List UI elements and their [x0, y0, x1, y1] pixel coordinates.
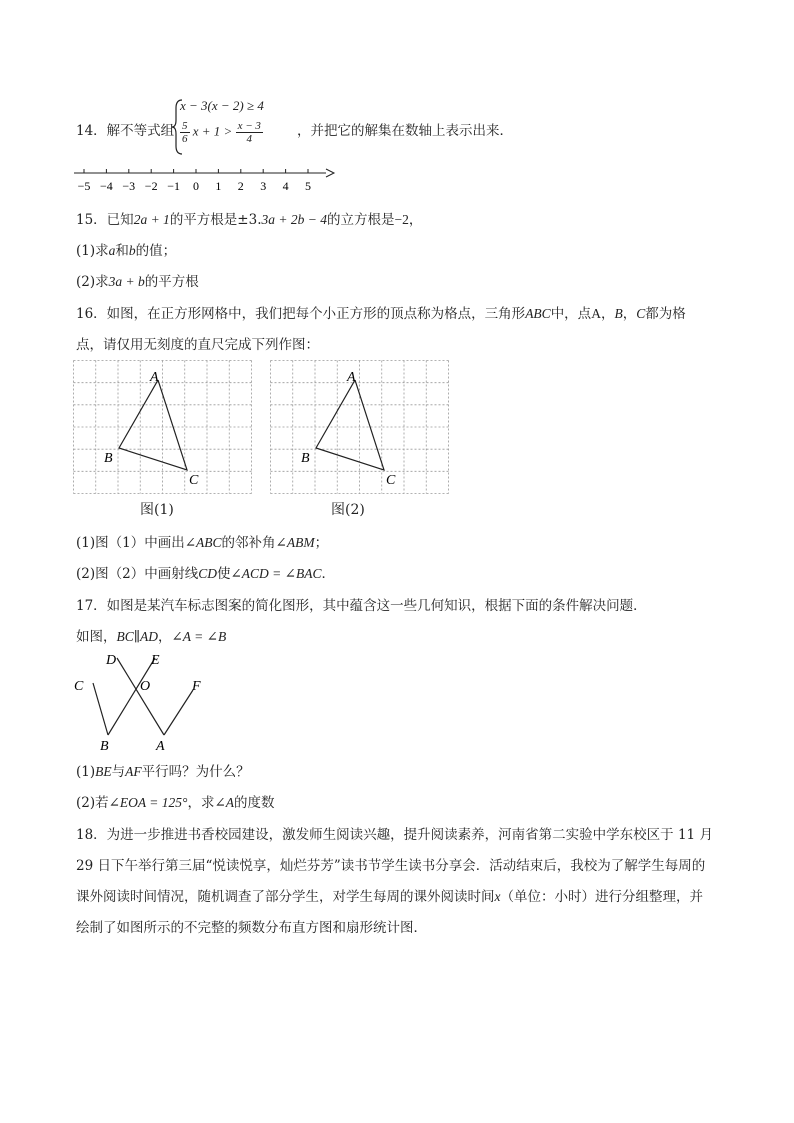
q15-stem — [76, 208, 422, 228]
q18-l3-c: （单位：小时）进行分组整理，并 — [500, 889, 703, 905]
q14-coef-num: 5 — [182, 120, 188, 132]
q16-stem-line-2 — [76, 333, 319, 353]
q17-segment-cb — [93, 683, 108, 735]
tick-label: −3 — [122, 179, 136, 193]
q14-rhs-num: x − 3 — [237, 120, 261, 132]
arrow-right-icon — [326, 169, 334, 177]
q15-p2-a: (2)求 — [76, 274, 109, 290]
q16-l2: 点，请仅用无刻度的直尺完成下列作图： — [76, 337, 319, 353]
q17-p1-e: 平行吗？为什么？ — [141, 764, 250, 780]
q18-line-1 — [76, 823, 713, 843]
q16-part-1 — [76, 531, 328, 551]
q15-part-2 — [76, 270, 199, 290]
q16-stem-line-1 — [76, 302, 686, 322]
q16-fig1-caption: 图(1) — [140, 502, 174, 518]
tick-label: −2 — [144, 179, 158, 193]
q16-l1-e: ， — [600, 306, 615, 322]
q14-coef-fraction — [180, 120, 190, 145]
q15-p2-c: 的平方根 — [144, 274, 199, 290]
q15-value: −2 — [394, 212, 409, 227]
q14-inequality-system — [172, 98, 292, 156]
q14-coef-den: 6 — [182, 133, 188, 145]
q14-number-line — [74, 163, 344, 193]
q18-l3-a: 课外阅读时间情况，随机调查了部分学生，对学生每周的课外阅读时间 — [76, 889, 495, 905]
q17-label-d: D — [106, 653, 117, 668]
tick-label: 4 — [282, 179, 289, 193]
q17-stem-line-1 — [76, 594, 647, 614]
q18-var-x: x — [494, 889, 501, 904]
q14-prefix-text: 14．解不等式组 — [76, 123, 175, 139]
q16-fig2-caption: 图(2) — [331, 502, 365, 518]
q16-point-b: B — [614, 306, 623, 321]
q14-prefix — [76, 119, 174, 139]
q16-figure-2 — [270, 360, 450, 495]
q16-fig1-label-a: A — [150, 370, 159, 385]
q14-rhs-fraction — [236, 120, 263, 145]
q16-triangle-2 — [316, 380, 384, 470]
q17-angle-a: ∠A — [214, 795, 235, 810]
tick-label: −4 — [100, 179, 113, 193]
q17-segment-da — [117, 658, 164, 735]
q17-label-c: C — [74, 679, 84, 694]
q18-l2: 29 日下午举行第三届“悦读悦享，灿烂芬芳”读书节学生读书分享会．活动结束后，我校为了解学生每周的 — [76, 858, 706, 874]
q15-part-1 — [76, 239, 176, 259]
tick-label: 1 — [215, 179, 222, 193]
q16-p2-c: 使 — [216, 566, 231, 582]
q17-segment-be — [108, 658, 155, 735]
q15-p1-a: (1)求 — [76, 243, 109, 259]
q14-inequality-1: x − 3(x − 2) ≥ 4 — [180, 98, 264, 113]
q18-l4: 绘制了如图所示的不完整的频数分布直方图和扇形统计图． — [76, 920, 427, 936]
q18-l1: 18．为进一步推进书香校园建设，激发师生阅读兴趣，提升阅读素养，河南省第二实验中学东校区于 11 月 — [76, 827, 713, 843]
q16-angle-eq: ∠ACD = ∠BAC — [230, 566, 322, 581]
q17-p2-e: 的度数 — [234, 795, 275, 811]
q18-line-4 — [76, 916, 427, 936]
q16-grid-2 — [271, 361, 449, 494]
q17-label-a: A — [156, 739, 165, 754]
q16-p1-e: ； — [314, 535, 329, 551]
q16-l1-g: ， — [622, 306, 637, 322]
q15-var-b: b — [128, 243, 136, 258]
q15-p1-e: 的值； — [135, 243, 177, 259]
q16-point-a: A — [591, 306, 601, 321]
q14-suffix — [297, 119, 513, 139]
q17-l1: 17．如图是某汽车标志图案的简化图形，其中蕴含这一些几何知识，根据下面的条件解决问题． — [76, 598, 647, 614]
tick-label: 0 — [193, 179, 199, 193]
q16-l1-i: 都为格 — [645, 306, 686, 322]
q16-ray-cd: CD — [198, 566, 217, 581]
q15-expr-3: 3a + b — [108, 274, 145, 289]
q16-fig1-label-b: B — [104, 451, 113, 466]
q17-angle-eq: ∠A = ∠B — [171, 629, 227, 644]
q16-triangle-name: ABC — [525, 306, 551, 321]
q16-p2-a: (2)图（2）中画射线 — [76, 566, 199, 582]
tick-label: −5 — [77, 179, 91, 193]
q17-line-af: AF — [125, 764, 142, 779]
q16-grid-1 — [74, 361, 252, 494]
q15-stem-e: 的立方根是 — [327, 212, 395, 228]
q16-figure-1 — [73, 360, 253, 495]
q17-part-1 — [76, 760, 250, 780]
q15-stem-g: ， — [408, 212, 423, 228]
tick-label: 5 — [305, 179, 311, 193]
q17-p1-c: 与 — [111, 764, 126, 780]
q17-label-e: E — [151, 653, 160, 668]
q15-expr-2: 3a + 2b − 4 — [261, 212, 327, 227]
q17-l2-c: ， — [157, 629, 172, 645]
tick-label: 3 — [260, 179, 267, 193]
q16-fig2-label-a: A — [347, 370, 356, 385]
q16-fig1-label-c: C — [189, 473, 199, 488]
q17-p2-a: (2)若 — [76, 795, 109, 811]
q16-fig2-label-c: C — [386, 473, 396, 488]
q18-line-3 — [76, 885, 703, 905]
q17-segment-af — [164, 690, 193, 735]
q16-p2-e: ． — [321, 566, 335, 582]
q17-p2-c: ，求 — [187, 795, 215, 811]
q16-angle-abm: ∠ABM — [275, 535, 315, 550]
q16-triangle-1 — [119, 380, 187, 470]
q15-stem-c: 的平方根是±3. — [169, 212, 262, 228]
q16-l1-a: 16．如图，在正方形网格中，我们把每个小正方形的顶点称为格点，三角形 — [76, 306, 526, 322]
q14-inequality-2 — [180, 120, 263, 145]
q16-part-2 — [76, 562, 335, 582]
q17-angle-eoa: ∠EOA = 125° — [108, 795, 188, 810]
q14-rhs-den: 4 — [246, 133, 252, 145]
q17-label-b: B — [100, 739, 109, 754]
q17-parallel: BC∥AD — [116, 629, 158, 644]
q16-point-c: C — [636, 306, 646, 321]
q17-part-2 — [76, 791, 275, 811]
q17-label-f: F — [192, 679, 201, 694]
q15-stem-a: 15．已知 — [76, 212, 134, 228]
q17-label-o: O — [140, 679, 151, 694]
q18-line-2 — [76, 854, 705, 874]
q14-ineq2-mid: x + 1 > — [192, 123, 233, 139]
q17-l2-a: 如图， — [76, 629, 117, 645]
tick-label: 2 — [237, 179, 244, 193]
q15-expr-1: 2a + 1 — [133, 212, 170, 227]
q15-p1-c: 和 — [115, 243, 129, 259]
q14-suffix-text: ，并把它的解集在数轴上表示出来． — [297, 123, 513, 139]
q16-l1-c: 中，点 — [550, 306, 592, 322]
q16-fig2-label-b: B — [301, 451, 310, 466]
q17-figure — [70, 650, 220, 755]
q17-line-be: BE — [95, 764, 112, 779]
q15-var-a: a — [108, 243, 116, 258]
q16-p1-a: (1)图（1）中画出 — [76, 535, 185, 551]
q16-angle-abc: ∠ABC — [184, 535, 222, 550]
q17-stem-line-2 — [76, 625, 226, 645]
q17-p1-a: (1) — [76, 764, 96, 780]
q16-p1-c: 的邻补角 — [221, 535, 276, 551]
tick-label: −1 — [167, 179, 180, 193]
